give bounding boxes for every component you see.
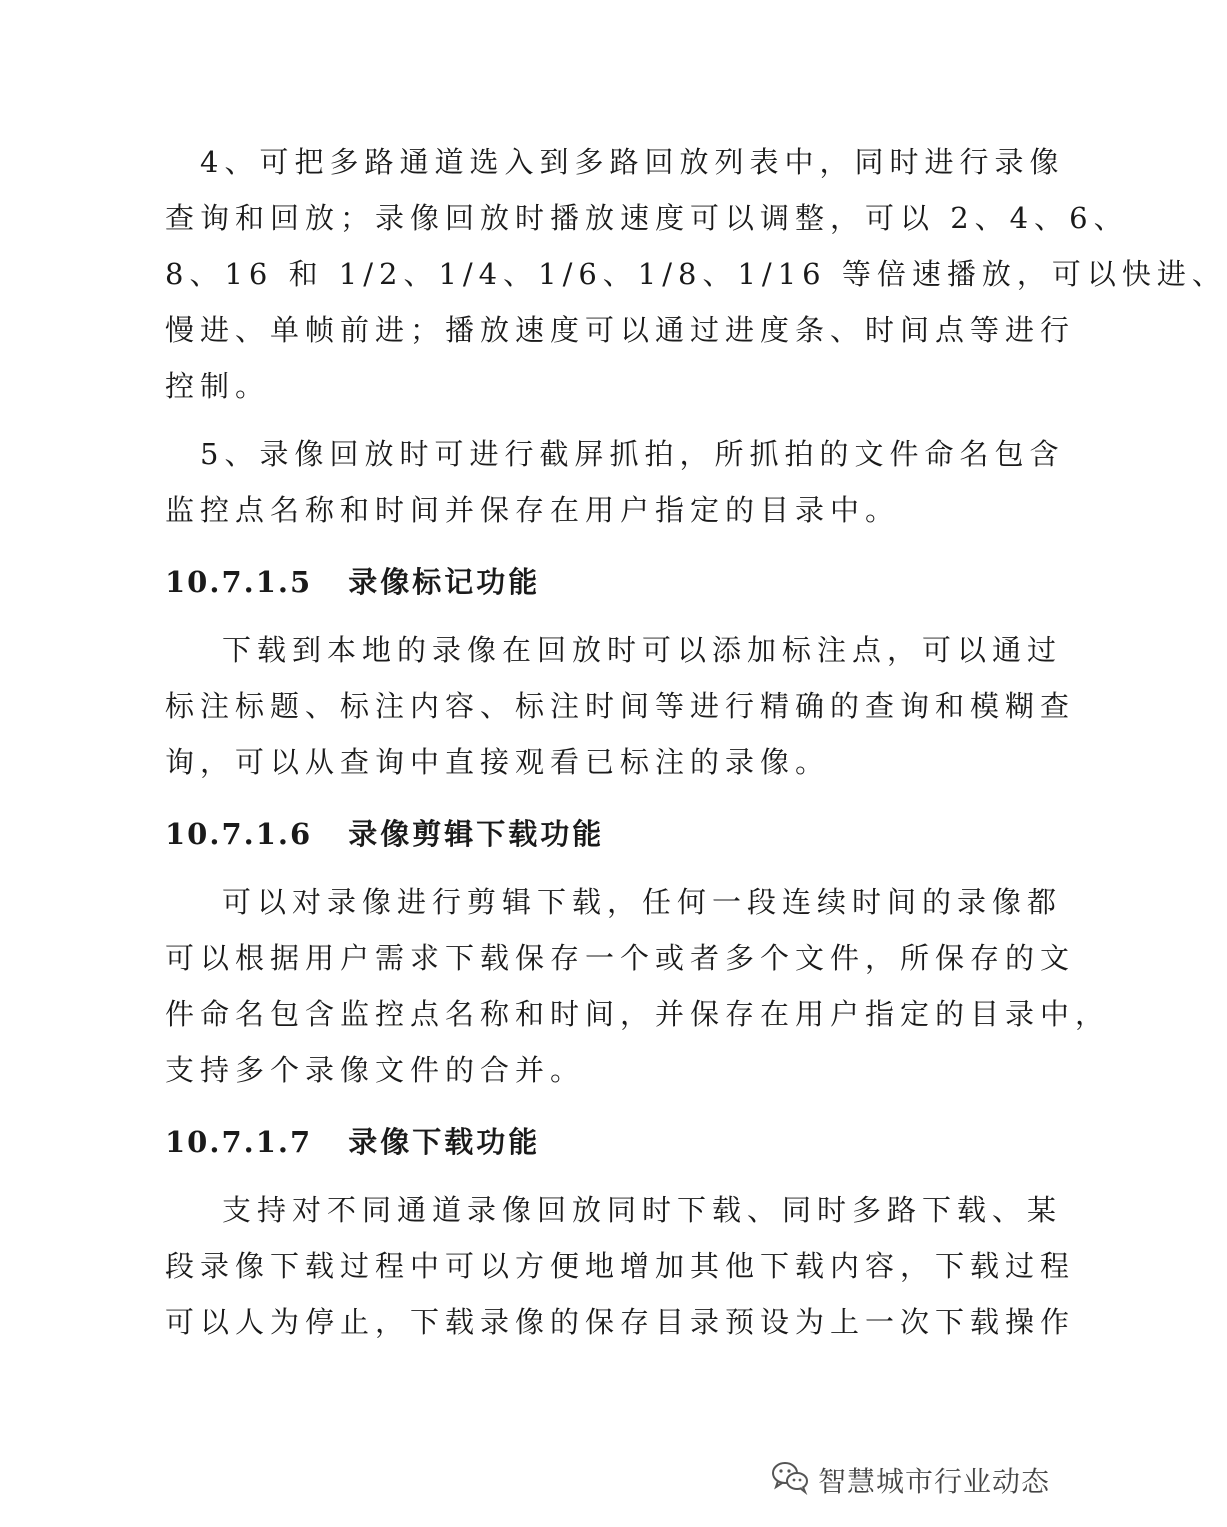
paragraph-4-line-2: 查询和回放；录像回放时播放速度可以调整，可以 2、4、6、 — [165, 201, 1129, 235]
section-10-7-1-7-line-1: 支持对不同通道录像回放同时下载、同时多路下载、某 — [222, 1193, 1063, 1227]
section-10-7-1-5-line-1: 下载到本地的录像在回放时可以添加标注点，可以通过 — [222, 633, 1063, 667]
section-number: 10.7.1.7 — [165, 1125, 313, 1159]
section-10-7-1-5-line-3: 询，可以从查询中直接观看已标注的录像。 — [165, 745, 831, 779]
section-number: 10.7.1.6 — [165, 817, 313, 851]
section-heading-10-7-1-7 — [165, 1122, 540, 1162]
wechat-icon — [770, 1459, 818, 1502]
section-10-7-1-6-line-4: 支持多个录像文件的合并。 — [165, 1053, 586, 1087]
paragraph-4-line-1: 4、可把多路通道选入到多路回放列表中，同时进行录像 — [200, 145, 1065, 179]
paragraph-5-line-2: 监控点名称和时间并保存在用户指定的目录中。 — [165, 493, 901, 527]
section-number: 10.7.1.5 — [165, 565, 313, 599]
section-10-7-1-6-line-1: 可以对录像进行剪辑下载，任何一段连续时间的录像都 — [222, 885, 1063, 919]
section-heading-10-7-1-5 — [165, 562, 540, 602]
section-10-7-1-5-line-2: 标注标题、标注内容、标注时间等进行精确的查询和模糊查 — [165, 689, 1076, 723]
section-title: 录像下载功能 — [348, 1125, 541, 1159]
paragraph-4-line-3: 8、16 和 1/2、1/4、1/6、1/8、1/16 等倍速播放，可以快进、 — [165, 257, 1227, 291]
section-10-7-1-7-line-2: 段录像下载过程中可以方便地增加其他下载内容，下载过程 — [165, 1249, 1076, 1283]
section-title: 录像剪辑下载功能 — [348, 817, 605, 851]
section-10-7-1-6-line-3: 件命名包含监控点名称和时间，并保存在用户指定的目录中， — [165, 997, 1111, 1031]
watermark-text: 智慧城市行业动态 — [817, 1465, 1050, 1498]
section-title: 录像标记功能 — [348, 565, 541, 599]
section-heading-10-7-1-6 — [165, 814, 604, 854]
section-10-7-1-7-line-3: 可以人为停止，下载录像的保存目录预设为上一次下载操作 — [165, 1305, 1076, 1339]
watermark — [770, 1460, 1050, 1500]
paragraph-5-line-1: 5、录像回放时可进行截屏抓拍，所抓拍的文件命名包含 — [200, 437, 1065, 471]
paragraph-4-line-4: 慢进、单帧前进；播放速度可以通过进度条、时间点等进行 — [165, 313, 1076, 347]
section-10-7-1-6-line-2: 可以根据用户需求下载保存一个或者多个文件，所保存的文 — [165, 941, 1076, 975]
paragraph-4-line-5: 控制。 — [165, 369, 271, 403]
